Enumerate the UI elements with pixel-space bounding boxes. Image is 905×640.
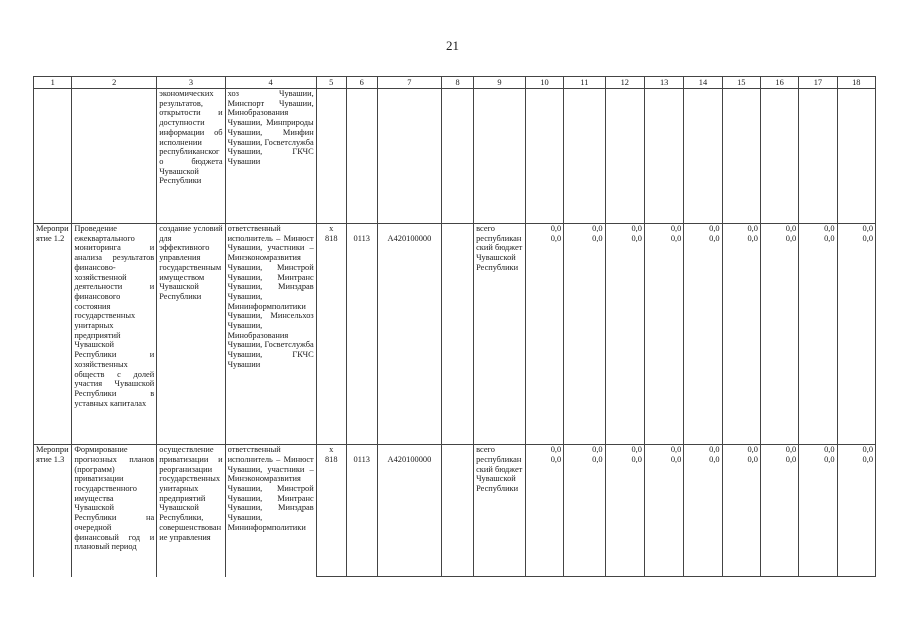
- amount-cell: 0,0: [722, 234, 760, 445]
- column-header: 10: [525, 77, 563, 89]
- col8-cell: [442, 234, 474, 445]
- amount-cell: 0,0: [760, 445, 798, 455]
- page-number: 21: [446, 38, 459, 53]
- amount-cell: 0,0: [644, 224, 683, 234]
- measure-name: Проведение ежеквартального мониторинга и анализа результатов финансово-хозяйственной деятельности и финансового состояния государственных унитарных предприятий Чувашской Республики и хозяйственных обществ с долей участия Чувашской Республики в уставных капиталах: [72, 224, 157, 445]
- cell: [316, 89, 346, 224]
- column-header: 14: [684, 77, 722, 89]
- budget-table-body: [34, 77, 876, 577]
- column-header: 8: [442, 77, 474, 89]
- amount-cell: 0,0: [837, 234, 875, 445]
- cell: [72, 89, 157, 224]
- amount-cell: 0,0: [525, 234, 563, 445]
- cell: [377, 89, 441, 224]
- amount-cell: 0,0: [799, 445, 837, 455]
- amount-cell: 0,0: [760, 234, 798, 445]
- col5-cell: x: [316, 445, 346, 455]
- amount-cell: 0,0: [644, 445, 683, 455]
- col6-cell: 0113: [346, 234, 377, 445]
- col8-cell: [442, 445, 474, 455]
- amount-cell: 0,0: [564, 445, 605, 455]
- cell: [346, 89, 377, 224]
- measure-goal: осуществление приватизации и реорганизации государственных унитарных предприятий Чувашской Республики, совершенствование управления: [157, 445, 225, 577]
- col5-cell: x: [316, 224, 346, 234]
- column-header: 5: [316, 77, 346, 89]
- measure-responsible: ответственный исполнитель – Минюст Чувашии, участники – Минэкономразвития Чувашии, Минстрой Чувашии, Минтранс Чувашии, Минздрав Чувашии, Мининформполитики: [225, 445, 316, 577]
- col6-cell: 0113: [346, 455, 377, 577]
- col7-cell: [377, 445, 441, 455]
- column-header: 2: [72, 77, 157, 89]
- column-header: 16: [760, 77, 798, 89]
- responsible-cell: хоз Чувашии, Минспорт Чувашии, Минобразования Чувашии, Минприроды Чувашии, Минфин Чувашии, Госветслужба Чувашии, ГКЧС Чувашии: [225, 89, 316, 224]
- funding-source: республиканский бюджет Чувашской Республики: [474, 234, 526, 445]
- column-header: 15: [722, 77, 760, 89]
- cell: [722, 89, 760, 224]
- amount-cell: 0,0: [799, 234, 837, 445]
- column-header: 11: [564, 77, 605, 89]
- cell: [644, 89, 683, 224]
- amount-cell: 0,0: [837, 445, 875, 455]
- cell: [34, 89, 72, 224]
- amount-cell: 0,0: [564, 234, 605, 445]
- amount-cell: 0,0: [684, 455, 722, 577]
- cell: [799, 89, 837, 224]
- cell: [564, 89, 605, 224]
- column-header: 9: [474, 77, 526, 89]
- col8-cell: [442, 455, 474, 577]
- cell: [837, 89, 875, 224]
- measure-code: Мероприятие 1.2: [34, 224, 72, 445]
- measure-code: Мероприятие 1.3: [34, 445, 72, 577]
- cell: [760, 89, 798, 224]
- column-header-row: [34, 77, 876, 89]
- cell: [442, 89, 474, 224]
- measure-total-row: [34, 224, 876, 234]
- col7-cell: А420100000: [377, 455, 441, 577]
- amount-cell: 0,0: [837, 455, 875, 577]
- cell: [525, 89, 563, 224]
- measure-name: Формирование прогнозных планов (программ) приватизации государственного имущества Чувашской Республики на очередной финансовый год и плановый период: [72, 445, 157, 577]
- amount-cell: 0,0: [605, 234, 644, 445]
- cell: [474, 89, 526, 224]
- amount-cell: 0,0: [684, 224, 722, 234]
- col6-cell: [346, 445, 377, 455]
- amount-cell: 0,0: [799, 224, 837, 234]
- amount-cell: 0,0: [605, 445, 644, 455]
- amount-cell: 0,0: [525, 445, 563, 455]
- amount-cell: 0,0: [837, 224, 875, 234]
- amount-cell: 0,0: [525, 224, 563, 234]
- amount-cell: 0,0: [605, 455, 644, 577]
- funding-source: всего: [474, 224, 526, 234]
- measure-goal: создание условий для эффективного управления государственным имуществом Чувашской Республики: [157, 224, 225, 445]
- col7-cell: [377, 224, 441, 234]
- amount-cell: 0,0: [722, 445, 760, 455]
- amount-cell: 0,0: [644, 455, 683, 577]
- column-header: 3: [157, 77, 225, 89]
- amount-cell: 0,0: [722, 455, 760, 577]
- column-header: 7: [377, 77, 441, 89]
- amount-cell: 0,0: [644, 234, 683, 445]
- col5-cell: 818: [316, 234, 346, 445]
- col8-cell: [442, 224, 474, 234]
- amount-cell: 0,0: [564, 455, 605, 577]
- amount-cell: 0,0: [684, 234, 722, 445]
- continuation-row: [34, 89, 876, 224]
- amount-cell: 0,0: [605, 224, 644, 234]
- amount-cell: 0,0: [525, 455, 563, 577]
- amount-cell: 0,0: [760, 224, 798, 234]
- column-header: 12: [605, 77, 644, 89]
- amount-cell: 0,0: [760, 455, 798, 577]
- funding-source: всего: [474, 445, 526, 455]
- goal-cell: экономических результатов, открытости и доступности информации об исполнении республиканского бюджета Чувашской Республики: [157, 89, 225, 224]
- measure-responsible: ответственный исполнитель – Минюст Чувашии, участники – Минэкономразвития Чувашии, Минстрой Чувашии, Минтранс Чувашии, Минздрав Чувашии, Мининформполитики Чувашии, Минсельхоз Чувашии, Минобразования Чувашии, Госветслужба Чувашии, ГКЧС Чувашии: [225, 224, 316, 445]
- column-header: 4: [225, 77, 316, 89]
- amount-cell: 0,0: [684, 445, 722, 455]
- amount-cell: 0,0: [722, 224, 760, 234]
- cell: [684, 89, 722, 224]
- budget-table: [33, 76, 876, 577]
- col5-cell: 818: [316, 455, 346, 577]
- cell: [605, 89, 644, 224]
- column-header: 6: [346, 77, 377, 89]
- column-header: 18: [837, 77, 875, 89]
- col7-cell: А420100000: [377, 234, 441, 445]
- column-header: 17: [799, 77, 837, 89]
- funding-source: республиканский бюджет Чувашской Республики: [474, 455, 526, 577]
- column-header: 13: [644, 77, 683, 89]
- measure-total-row: [34, 445, 876, 455]
- amount-cell: 0,0: [799, 455, 837, 577]
- column-header: 1: [34, 77, 72, 89]
- amount-cell: 0,0: [564, 224, 605, 234]
- col6-cell: [346, 224, 377, 234]
